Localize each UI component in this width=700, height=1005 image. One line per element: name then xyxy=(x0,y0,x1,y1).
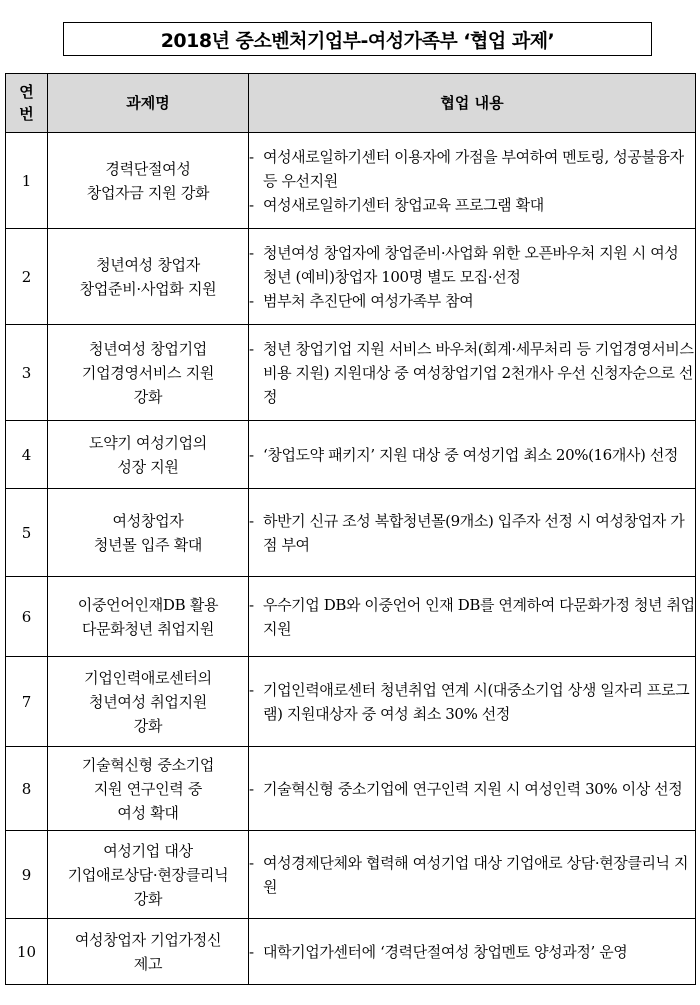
bullet-dash: - xyxy=(249,339,254,358)
table-row xyxy=(6,489,696,577)
collaboration-table xyxy=(5,73,696,985)
collab-content xyxy=(249,919,696,985)
task-name xyxy=(48,747,249,831)
task-name xyxy=(48,421,249,489)
table-row xyxy=(6,325,696,421)
content-bullet xyxy=(249,289,695,313)
task-name-line: 지원 연구인력 중 xyxy=(93,779,203,798)
row-number: 1 xyxy=(6,133,48,229)
row-number: 4 xyxy=(6,421,48,489)
bullet-dash: - xyxy=(249,291,254,310)
bullet-text: 청년 창업기업 지원 서비스 바우처(회계·세무처리 등 기업경영서비스 비용 지원) 지원대상 중 여성창업기업 2천개사 우선 신청자순으로 선정 xyxy=(263,339,694,406)
task-name-line: 성장 지원 xyxy=(117,457,179,476)
collab-content xyxy=(249,325,696,421)
header-no: 연 번 xyxy=(6,74,48,133)
bullet-dash: - xyxy=(249,853,254,872)
row-number: 8 xyxy=(6,747,48,831)
task-name-line: 강화 xyxy=(133,387,163,406)
task-name xyxy=(48,325,249,421)
content-bullet xyxy=(249,443,695,467)
row-number: 9 xyxy=(6,831,48,919)
collab-content xyxy=(249,421,696,489)
bullet-text: 여성새로일하기센터 창업교육 프로그램 확대 xyxy=(263,195,544,214)
task-name-line: 이중언어인재DB 활용 xyxy=(77,595,219,614)
task-name-line: 청년몰 입주 확대 xyxy=(93,535,203,554)
table-row xyxy=(6,657,696,747)
bullet-dash: - xyxy=(249,779,254,798)
bullet-dash: - xyxy=(249,243,254,262)
task-name xyxy=(48,919,249,985)
bullet-text: 기술혁신형 중소기업에 연구인력 지원 시 여성인력 30% 이상 선정 xyxy=(263,779,683,798)
bullet-dash: - xyxy=(249,511,254,530)
collab-content xyxy=(249,831,696,919)
row-number: 3 xyxy=(6,325,48,421)
document-title: 2018년 중소벤처기업부-여성가족부 ‘협업 과제’ xyxy=(63,22,652,56)
content-bullet xyxy=(249,940,695,964)
header-content: 협업 내용 xyxy=(249,74,696,133)
task-name-line: 여성창업자 xyxy=(112,511,184,530)
row-number: 7 xyxy=(6,657,48,747)
bullet-text: 대학기업가센터에 ‘경력단절여성 창업멘토 양성과정’ 운영 xyxy=(263,942,628,961)
bullet-text: 여성새로일하기센터 이용자에 가점을 부여하여 멘토링, 성공불융자 등 우선지원 xyxy=(263,147,684,190)
task-name-line: 창업준비·사업화 지원 xyxy=(79,279,217,298)
task-name xyxy=(48,489,249,577)
bullet-text: ‘창업도약 패키지’ 지원 대상 중 여성기업 최소 20%(16개사) 선정 xyxy=(263,445,678,464)
task-name-line: 기업애로상담·현장클리닉 xyxy=(67,865,229,884)
task-name-line: 창업자금 지원 강화 xyxy=(86,183,210,202)
content-bullet xyxy=(249,593,695,641)
task-name-line: 청년여성 창업기업 xyxy=(89,339,207,358)
task-name xyxy=(48,577,249,657)
task-name xyxy=(48,133,249,229)
bullet-dash: - xyxy=(249,942,254,961)
table-row xyxy=(6,919,696,985)
collab-content xyxy=(249,747,696,831)
table-row xyxy=(6,577,696,657)
content-bullet xyxy=(249,777,695,801)
content-bullet xyxy=(249,851,695,899)
row-number: 2 xyxy=(6,229,48,325)
task-name-line: 기업인력애로센터의 xyxy=(84,668,212,687)
bullet-text: 우수기업 DB와 이중언어 인재 DB를 연계하여 다문화가정 청년 취업 지원 xyxy=(263,595,695,638)
task-name-line: 청년여성 취업지원 xyxy=(89,692,207,711)
table-row xyxy=(6,747,696,831)
task-name-line: 여성 확대 xyxy=(117,803,179,822)
content-bullet xyxy=(249,509,695,557)
bullet-text: 여성경제단체와 협력해 여성기업 대상 기업애로 상담·현장클리닉 지원 xyxy=(263,853,689,896)
bullet-dash: - xyxy=(249,595,254,614)
bullet-text: 기업인력애로센터 청년취업 연계 시(대중소기업 상생 일자리 프로그램) 지원대상자 중 여성 최소 30% 선정 xyxy=(263,680,690,723)
task-name-line: 다문화청년 취업지원 xyxy=(81,619,215,638)
row-number: 6 xyxy=(6,577,48,657)
bullet-text: 범부처 추진단에 여성가족부 참여 xyxy=(263,291,474,310)
header-name: 과제명 xyxy=(48,74,249,133)
collab-content xyxy=(249,133,696,229)
collab-content xyxy=(249,577,696,657)
task-name-line: 여성기업 대상 xyxy=(103,841,193,860)
task-name-line: 기술혁신형 중소기업 xyxy=(81,755,215,774)
task-name-line: 청년여성 창업자 xyxy=(96,255,200,274)
row-number: 10 xyxy=(6,919,48,985)
task-name-line: 기업경영서비스 지원 xyxy=(81,363,215,382)
content-bullet xyxy=(249,241,695,289)
table-row xyxy=(6,133,696,229)
bullet-dash: - xyxy=(249,195,254,214)
table-row xyxy=(6,421,696,489)
task-name-line: 여성창업자 기업가정신 xyxy=(74,930,222,949)
content-bullet xyxy=(249,678,695,726)
table-row xyxy=(6,831,696,919)
table-row xyxy=(6,229,696,325)
collab-content xyxy=(249,489,696,577)
collab-content xyxy=(249,229,696,325)
bullet-text: 하반기 신규 조성 복합청년몰(9개소) 입주자 선정 시 여성창업자 가점 부여 xyxy=(263,511,685,554)
row-number: 5 xyxy=(6,489,48,577)
task-name xyxy=(48,831,249,919)
collab-content xyxy=(249,657,696,747)
task-name-line: 도약기 여성기업의 xyxy=(89,433,207,452)
task-name-line: 경력단절여성 xyxy=(105,159,191,178)
task-name-line: 강화 xyxy=(133,716,163,735)
task-name xyxy=(48,229,249,325)
bullet-dash: - xyxy=(249,680,254,699)
task-name-line: 제고 xyxy=(133,954,163,973)
content-bullet xyxy=(249,337,695,409)
content-bullet xyxy=(249,145,695,193)
task-name-line: 강화 xyxy=(133,889,163,908)
bullet-text: 청년여성 창업자에 창업준비·사업화 위한 오픈바우처 지원 시 여성 청년 (예비)창업자 100명 별도 모집·선정 xyxy=(263,243,679,286)
bullet-dash: - xyxy=(249,445,254,464)
task-name xyxy=(48,657,249,747)
bullet-dash: - xyxy=(249,147,254,166)
table-header-row xyxy=(6,74,696,133)
content-bullet xyxy=(249,193,695,217)
